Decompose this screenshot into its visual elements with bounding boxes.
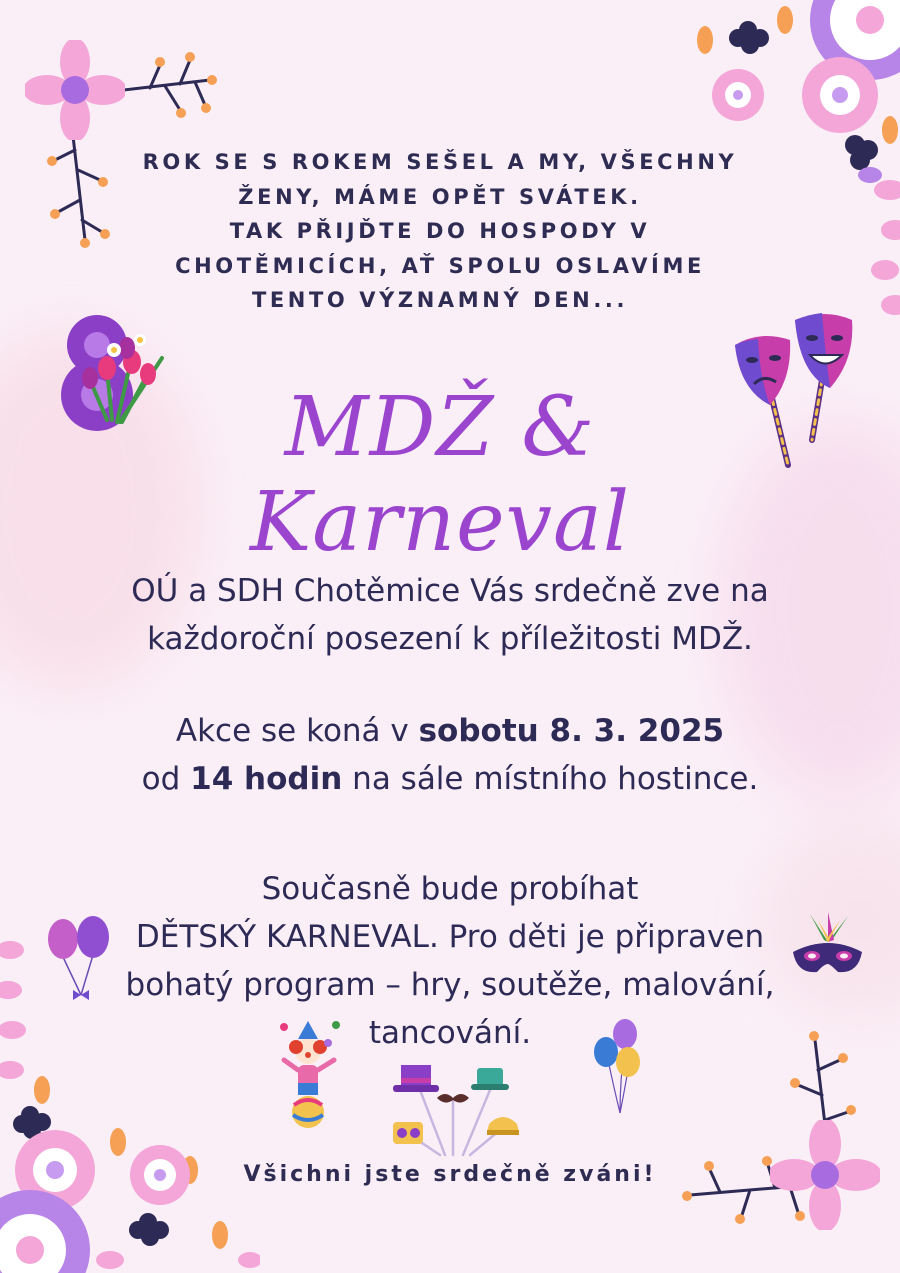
party-props-icon	[385, 1060, 525, 1160]
clown-icon	[278, 1015, 343, 1130]
intro-line: TENTO VÝZNAMNÝ DEN...	[251, 288, 629, 312]
invite-line: OÚ a SDH Chotěmice Vás srdečně zve na	[131, 573, 769, 609]
event-info	[80, 707, 820, 803]
carnival-mask-icon	[790, 912, 865, 982]
invite-line: každoroční posezení k příležitosti MDŽ.	[147, 621, 753, 657]
invite-text	[80, 567, 820, 663]
kids-line: tancování.	[368, 1015, 532, 1051]
event-time: 14 hodin	[190, 761, 343, 797]
intro-line: CHOTĚMICÍCH, AŤ SPOLU OSLAVÍME	[175, 253, 705, 278]
kids-line: bohatý program – hry, soutěže, malování,	[125, 967, 775, 1003]
intro-text	[100, 145, 780, 318]
balloons-icon	[45, 915, 115, 1005]
intro-line: ROK SE S ROKEM SEŠEL A MY, VŠECHNY	[142, 150, 738, 174]
kids-line: DĚTSKÝ KARNEVAL. Pro děti je připraven	[135, 919, 765, 955]
theater-masks-icon	[730, 310, 865, 475]
page-title: MDŽ & Karneval	[249, 380, 631, 570]
balloons-icon	[590, 1018, 645, 1118]
event-date: sobotu 8. 3. 2025	[418, 713, 725, 749]
closing-text: Všichni jste srdečně zváni!	[243, 1162, 657, 1187]
intro-line: ŽENY, MÁME OPĚT SVÁTEK.	[238, 184, 642, 209]
kids-carnival-text	[90, 865, 810, 1057]
flower-icon	[770, 1120, 880, 1230]
event-time-line: od 14 hodin na sále místního hostince.	[141, 761, 759, 797]
intro-line: TAK PŘIJĎTE DO HOSPODY V	[229, 219, 651, 243]
flower-icon	[25, 40, 125, 140]
kids-line: Současně bude probíhat	[261, 871, 639, 907]
event-date-line: Akce se koná v sobotu 8. 3. 2025	[175, 713, 725, 749]
